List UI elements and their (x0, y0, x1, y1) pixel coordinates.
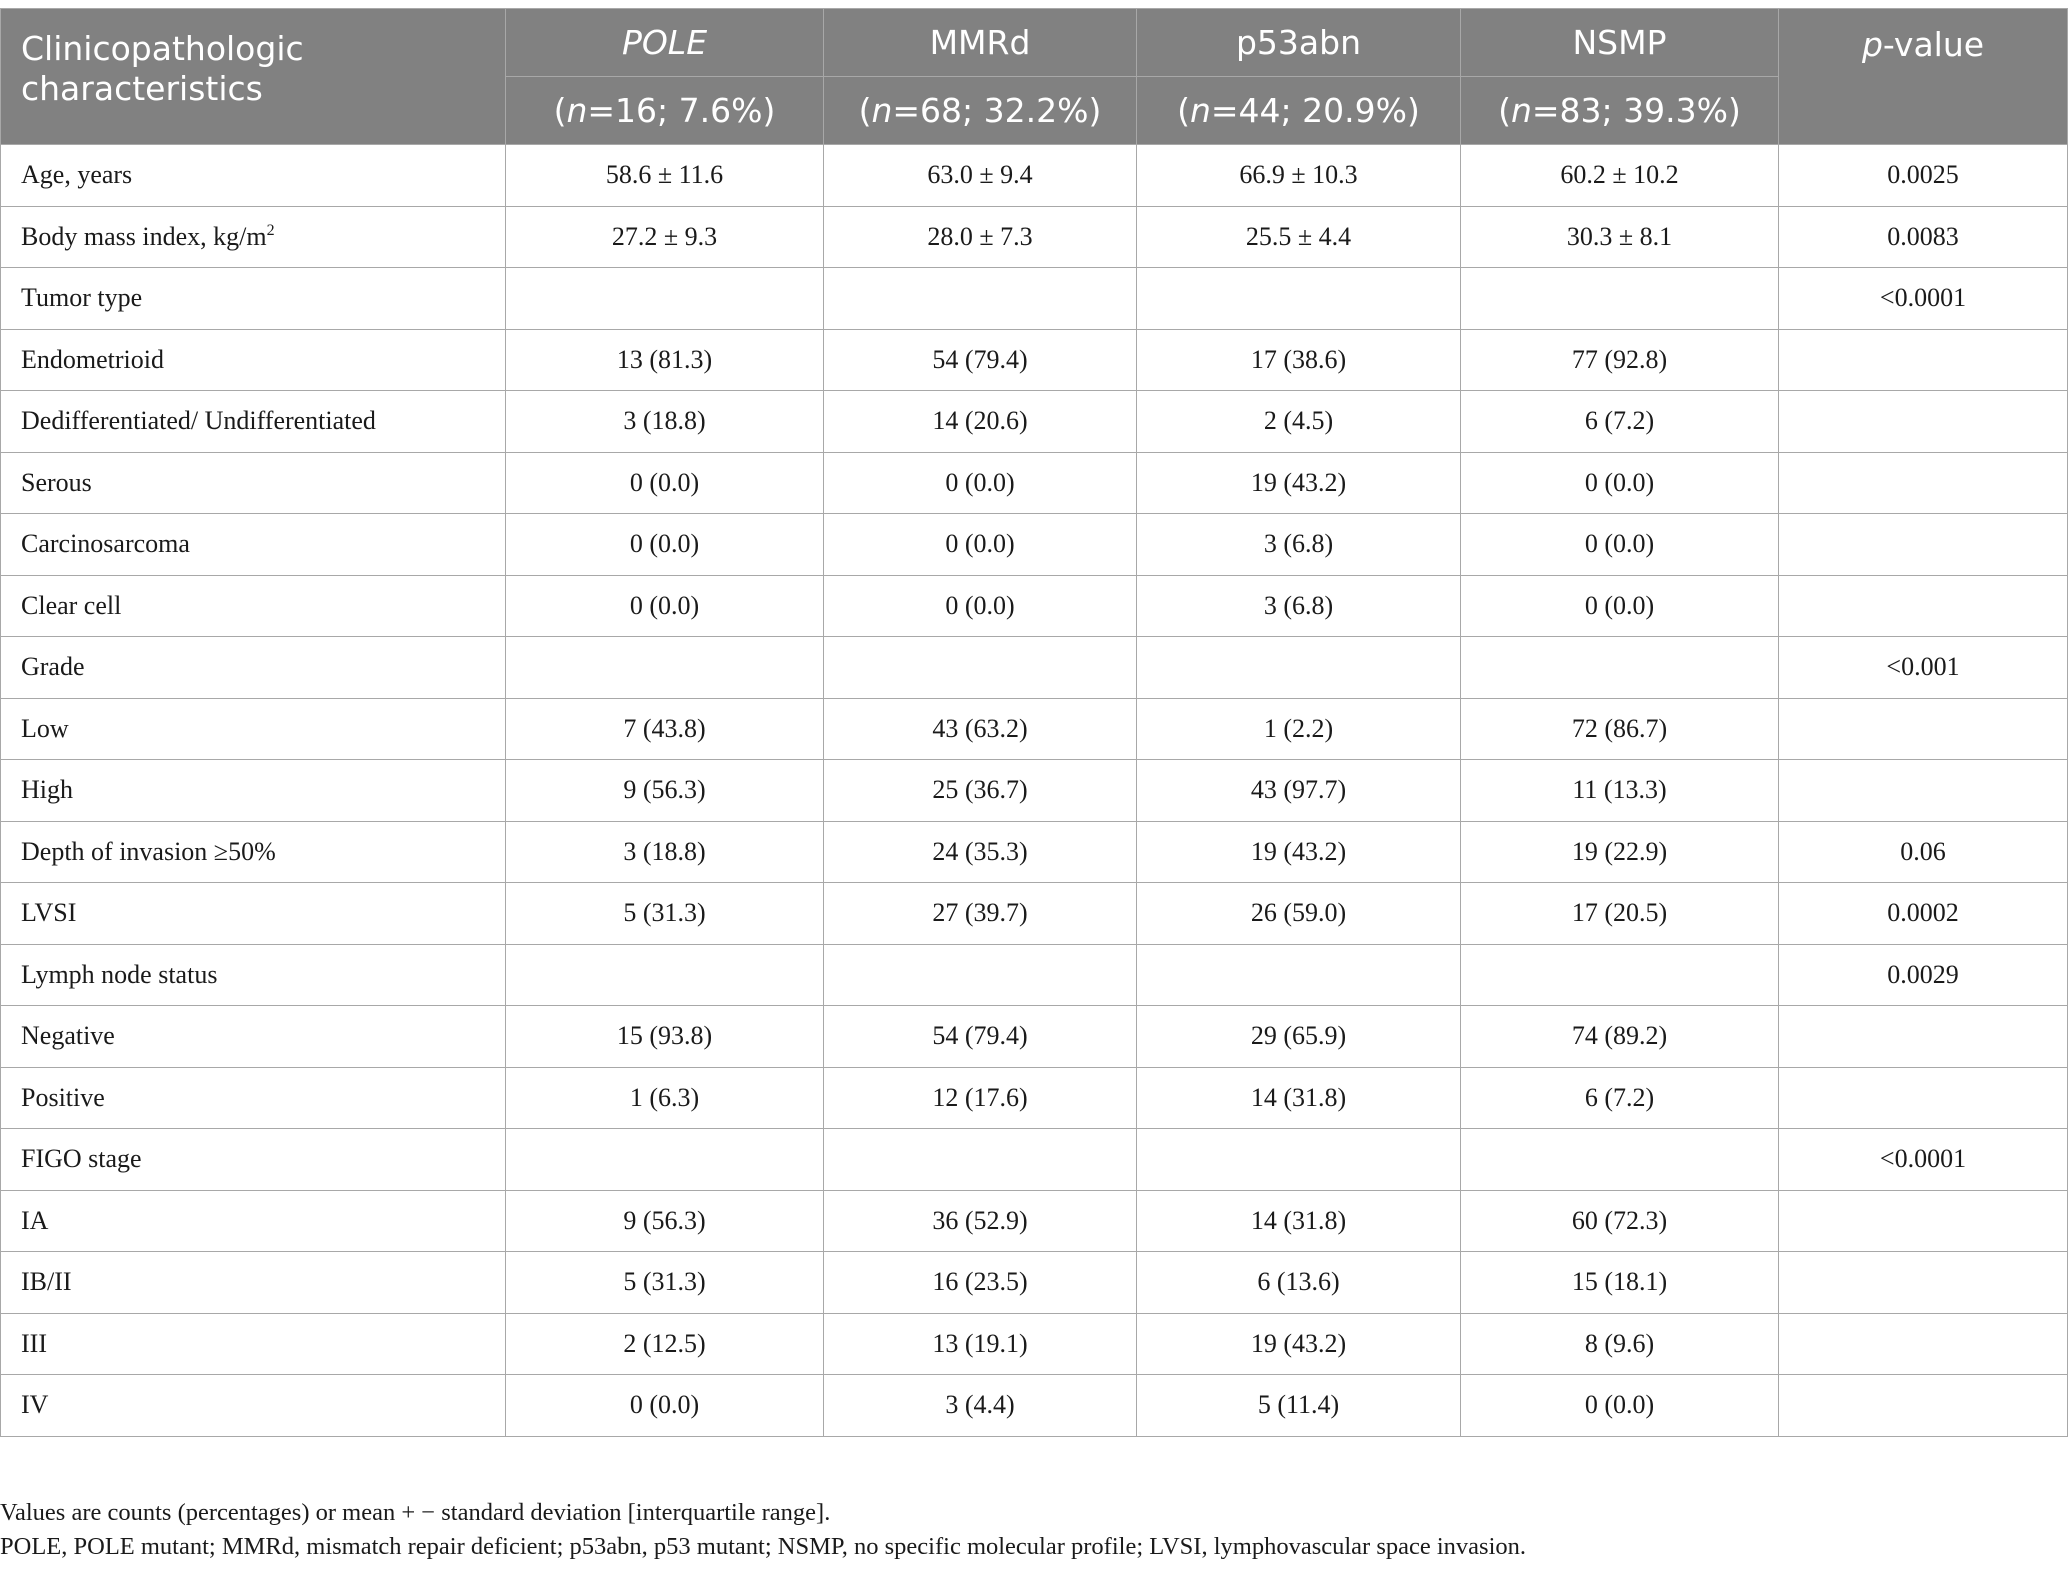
cell-p53abn (1137, 637, 1461, 699)
row-label-text: Serous (21, 467, 92, 497)
cell-pole: 27.2 ± 9.3 (506, 206, 824, 268)
cell-mmrd: 63.0 ± 9.4 (824, 145, 1137, 207)
table-row (1, 1313, 2068, 1375)
table-row (1, 145, 2068, 207)
cell-pole: 5 (31.3) (506, 883, 824, 945)
row-label-text: Endometrioid (21, 344, 164, 374)
column-header-p53abn: p53abn (1137, 9, 1461, 77)
cell-nsmp: 0 (0.0) (1461, 575, 1779, 637)
table-row (1, 329, 2068, 391)
cell-pvalue: 0.0002 (1779, 883, 2068, 945)
table-row (1, 944, 2068, 1006)
cell-mmrd: 54 (79.4) (824, 1006, 1137, 1068)
table-row (1, 1006, 2068, 1068)
column-count-nsmp: (n=83; 39.3%) (1461, 77, 1779, 145)
cell-mmrd: 36 (52.9) (824, 1190, 1137, 1252)
clinicopathologic-table (0, 8, 2068, 1437)
cell-pole: 15 (93.8) (506, 1006, 824, 1068)
cell-pole: 5 (31.3) (506, 1252, 824, 1314)
pvalue-rest: -value (1882, 25, 1985, 64)
cell-p53abn: 1 (2.2) (1137, 698, 1461, 760)
cell-pvalue: 0.06 (1779, 821, 2068, 883)
row-label-text: FIGO stage (21, 1144, 142, 1174)
cell-mmrd: 14 (20.6) (824, 391, 1137, 453)
cell-nsmp: 17 (20.5) (1461, 883, 1779, 945)
table-row (1, 698, 2068, 760)
cell-mmrd: 3 (4.4) (824, 1375, 1137, 1437)
table-row (1, 1129, 2068, 1191)
table-row (1, 514, 2068, 576)
cell-pvalue (1779, 575, 2068, 637)
cell-pvalue (1779, 1313, 2068, 1375)
table-row (1, 1252, 2068, 1314)
cell-p53abn: 17 (38.6) (1137, 329, 1461, 391)
row-label-superscript: 2 (266, 221, 275, 239)
cell-pole (506, 637, 824, 699)
cell-pole: 9 (56.3) (506, 760, 824, 822)
row-label (1, 637, 506, 699)
cell-pole: 9 (56.3) (506, 1190, 824, 1252)
cell-nsmp (1461, 944, 1779, 1006)
cell-p53abn: 25.5 ± 4.4 (1137, 206, 1461, 268)
cell-nsmp: 11 (13.3) (1461, 760, 1779, 822)
table-row (1, 821, 2068, 883)
cell-mmrd: 0 (0.0) (824, 575, 1137, 637)
cell-pole: 2 (12.5) (506, 1313, 824, 1375)
cell-mmrd: 27 (39.7) (824, 883, 1137, 945)
cell-mmrd (824, 944, 1137, 1006)
cell-pole: 3 (18.8) (506, 821, 824, 883)
row-label-text: IV (21, 1390, 49, 1420)
column-count-p53abn: (n=44; 20.9%) (1137, 77, 1461, 145)
cell-pvalue: 0.0029 (1779, 944, 2068, 1006)
cell-p53abn: 19 (43.2) (1137, 821, 1461, 883)
row-label (1, 329, 506, 391)
cell-nsmp: 19 (22.9) (1461, 821, 1779, 883)
column-count-pole: (n=16; 7.6%) (506, 77, 824, 145)
cell-pole: 0 (0.0) (506, 452, 824, 514)
cell-p53abn (1137, 1129, 1461, 1191)
row-label-text: Negative (21, 1021, 115, 1051)
cell-pole (506, 944, 824, 1006)
footnote-abbreviations: POLE, POLE mutant; MMRd, mismatch repair deficient; p53abn, p53 mutant; NSMP, no specific molecular profile; LVSI, lymphovascular space invasion. (0, 1533, 1526, 1560)
cell-p53abn (1137, 268, 1461, 330)
row-label-text: III (21, 1328, 47, 1358)
row-label (1, 268, 506, 330)
header-row-1 (1, 9, 2068, 77)
row-label-text: IA (21, 1205, 49, 1235)
cell-p53abn: 19 (43.2) (1137, 452, 1461, 514)
row-label (1, 698, 506, 760)
cell-mmrd: 12 (17.6) (824, 1067, 1137, 1129)
cell-p53abn: 14 (31.8) (1137, 1190, 1461, 1252)
row-label-text: Low (21, 713, 69, 743)
table-row (1, 1067, 2068, 1129)
row-label-text: Dedifferentiated/ Undifferentiated (21, 406, 376, 436)
row-label (1, 1190, 506, 1252)
cell-pvalue (1779, 452, 2068, 514)
cell-mmrd: 25 (36.7) (824, 760, 1137, 822)
cell-pvalue (1779, 329, 2068, 391)
row-label-text: Body mass index, kg/m (21, 221, 267, 251)
cell-pole: 3 (18.8) (506, 391, 824, 453)
row-label (1, 1129, 506, 1191)
cell-nsmp: 60.2 ± 10.2 (1461, 145, 1779, 207)
cell-mmrd (824, 637, 1137, 699)
cell-mmrd: 13 (19.1) (824, 1313, 1137, 1375)
cell-mmrd: 0 (0.0) (824, 452, 1137, 514)
cell-pvalue: <0.0001 (1779, 1129, 2068, 1191)
cell-pvalue (1779, 698, 2068, 760)
table-row (1, 883, 2068, 945)
cell-pvalue (1779, 1006, 2068, 1068)
row-label (1, 452, 506, 514)
table-footnotes (0, 1496, 1526, 1564)
row-label-text: Positive (21, 1082, 105, 1112)
table-row (1, 268, 2068, 330)
row-label (1, 1313, 506, 1375)
cell-pvalue: <0.0001 (1779, 268, 2068, 330)
cell-pole: 1 (6.3) (506, 1067, 824, 1129)
cell-pvalue (1779, 1375, 2068, 1437)
cell-mmrd (824, 268, 1137, 330)
row-label (1, 944, 506, 1006)
cell-p53abn: 5 (11.4) (1137, 1375, 1461, 1437)
cell-pvalue (1779, 1252, 2068, 1314)
cell-p53abn: 2 (4.5) (1137, 391, 1461, 453)
cell-nsmp (1461, 1129, 1779, 1191)
cell-p53abn: 43 (97.7) (1137, 760, 1461, 822)
row-label (1, 821, 506, 883)
cell-nsmp: 0 (0.0) (1461, 452, 1779, 514)
column-header-nsmp: NSMP (1461, 9, 1779, 77)
cell-nsmp: 74 (89.2) (1461, 1006, 1779, 1068)
cell-mmrd: 16 (23.5) (824, 1252, 1137, 1314)
row-label-header: Clinicopathologic characteristics (1, 9, 506, 145)
row-label (1, 760, 506, 822)
cell-pole: 0 (0.0) (506, 1375, 824, 1437)
footnote-values: Values are counts (percentages) or mean + − standard deviation [interquartile range]. (0, 1499, 831, 1526)
cell-pvalue (1779, 1190, 2068, 1252)
cell-p53abn: 3 (6.8) (1137, 514, 1461, 576)
column-count-mmrd: (n=68; 32.2%) (824, 77, 1137, 145)
row-label-text: Grade (21, 652, 85, 682)
cell-pole: 13 (81.3) (506, 329, 824, 391)
row-label (1, 575, 506, 637)
cell-p53abn: 66.9 ± 10.3 (1137, 145, 1461, 207)
table-body (1, 145, 2068, 1437)
cell-p53abn: 6 (13.6) (1137, 1252, 1461, 1314)
row-label-text: Tumor type (21, 283, 143, 313)
row-label (1, 1375, 506, 1437)
table-row (1, 760, 2068, 822)
cell-nsmp: 6 (7.2) (1461, 391, 1779, 453)
table-row (1, 575, 2068, 637)
cell-nsmp: 8 (9.6) (1461, 1313, 1779, 1375)
cell-nsmp: 60 (72.3) (1461, 1190, 1779, 1252)
table-row (1, 206, 2068, 268)
cell-p53abn (1137, 944, 1461, 1006)
cell-p53abn: 14 (31.8) (1137, 1067, 1461, 1129)
row-label-text: Carcinosarcoma (21, 529, 190, 559)
row-label (1, 514, 506, 576)
table-row (1, 452, 2068, 514)
table-header (1, 9, 2068, 145)
column-header-pole: POLE (506, 9, 824, 77)
cell-pvalue (1779, 391, 2068, 453)
cell-pvalue: <0.001 (1779, 637, 2068, 699)
cell-p53abn: 19 (43.2) (1137, 1313, 1461, 1375)
row-label (1, 391, 506, 453)
cell-pole: 58.6 ± 11.6 (506, 145, 824, 207)
cell-nsmp: 15 (18.1) (1461, 1252, 1779, 1314)
row-label (1, 206, 506, 268)
cell-nsmp: 77 (92.8) (1461, 329, 1779, 391)
cell-mmrd (824, 1129, 1137, 1191)
cell-pole: 7 (43.8) (506, 698, 824, 760)
cell-pole: 0 (0.0) (506, 575, 824, 637)
row-label-text: Depth of invasion ≥50% (21, 836, 276, 866)
table-row (1, 1375, 2068, 1437)
cell-pvalue (1779, 1067, 2068, 1129)
table-row (1, 637, 2068, 699)
row-label-text: Age, years (21, 160, 133, 190)
cell-nsmp (1461, 637, 1779, 699)
row-label-text: Lymph node status (21, 959, 218, 989)
cell-pvalue (1779, 760, 2068, 822)
cell-pole (506, 1129, 824, 1191)
cell-mmrd: 24 (35.3) (824, 821, 1137, 883)
cell-p53abn: 29 (65.9) (1137, 1006, 1461, 1068)
cell-mmrd: 28.0 ± 7.3 (824, 206, 1137, 268)
cell-p53abn: 26 (59.0) (1137, 883, 1461, 945)
cell-pole: 0 (0.0) (506, 514, 824, 576)
cell-nsmp: 0 (0.0) (1461, 1375, 1779, 1437)
row-label-text: LVSI (21, 898, 77, 928)
pvalue-header (1779, 9, 2068, 145)
table-row (1, 1190, 2068, 1252)
row-label (1, 1006, 506, 1068)
cell-nsmp: 6 (7.2) (1461, 1067, 1779, 1129)
row-label (1, 145, 506, 207)
row-label-text: Clear cell (21, 590, 122, 620)
row-label-text: IB/II (21, 1267, 72, 1297)
row-label-text: High (21, 775, 73, 805)
column-header-mmrd: MMRd (824, 9, 1137, 77)
cell-nsmp (1461, 268, 1779, 330)
table-row (1, 391, 2068, 453)
row-label (1, 1252, 506, 1314)
row-label (1, 883, 506, 945)
pvalue-p: p (1861, 25, 1883, 64)
cell-mmrd: 54 (79.4) (824, 329, 1137, 391)
cell-pvalue: 0.0083 (1779, 206, 2068, 268)
cell-mmrd: 0 (0.0) (824, 514, 1137, 576)
cell-nsmp: 30.3 ± 8.1 (1461, 206, 1779, 268)
cell-p53abn: 3 (6.8) (1137, 575, 1461, 637)
cell-pole (506, 268, 824, 330)
cell-pvalue: 0.0025 (1779, 145, 2068, 207)
cell-mmrd: 43 (63.2) (824, 698, 1137, 760)
cell-nsmp: 0 (0.0) (1461, 514, 1779, 576)
cell-pvalue (1779, 514, 2068, 576)
row-label (1, 1067, 506, 1129)
cell-nsmp: 72 (86.7) (1461, 698, 1779, 760)
